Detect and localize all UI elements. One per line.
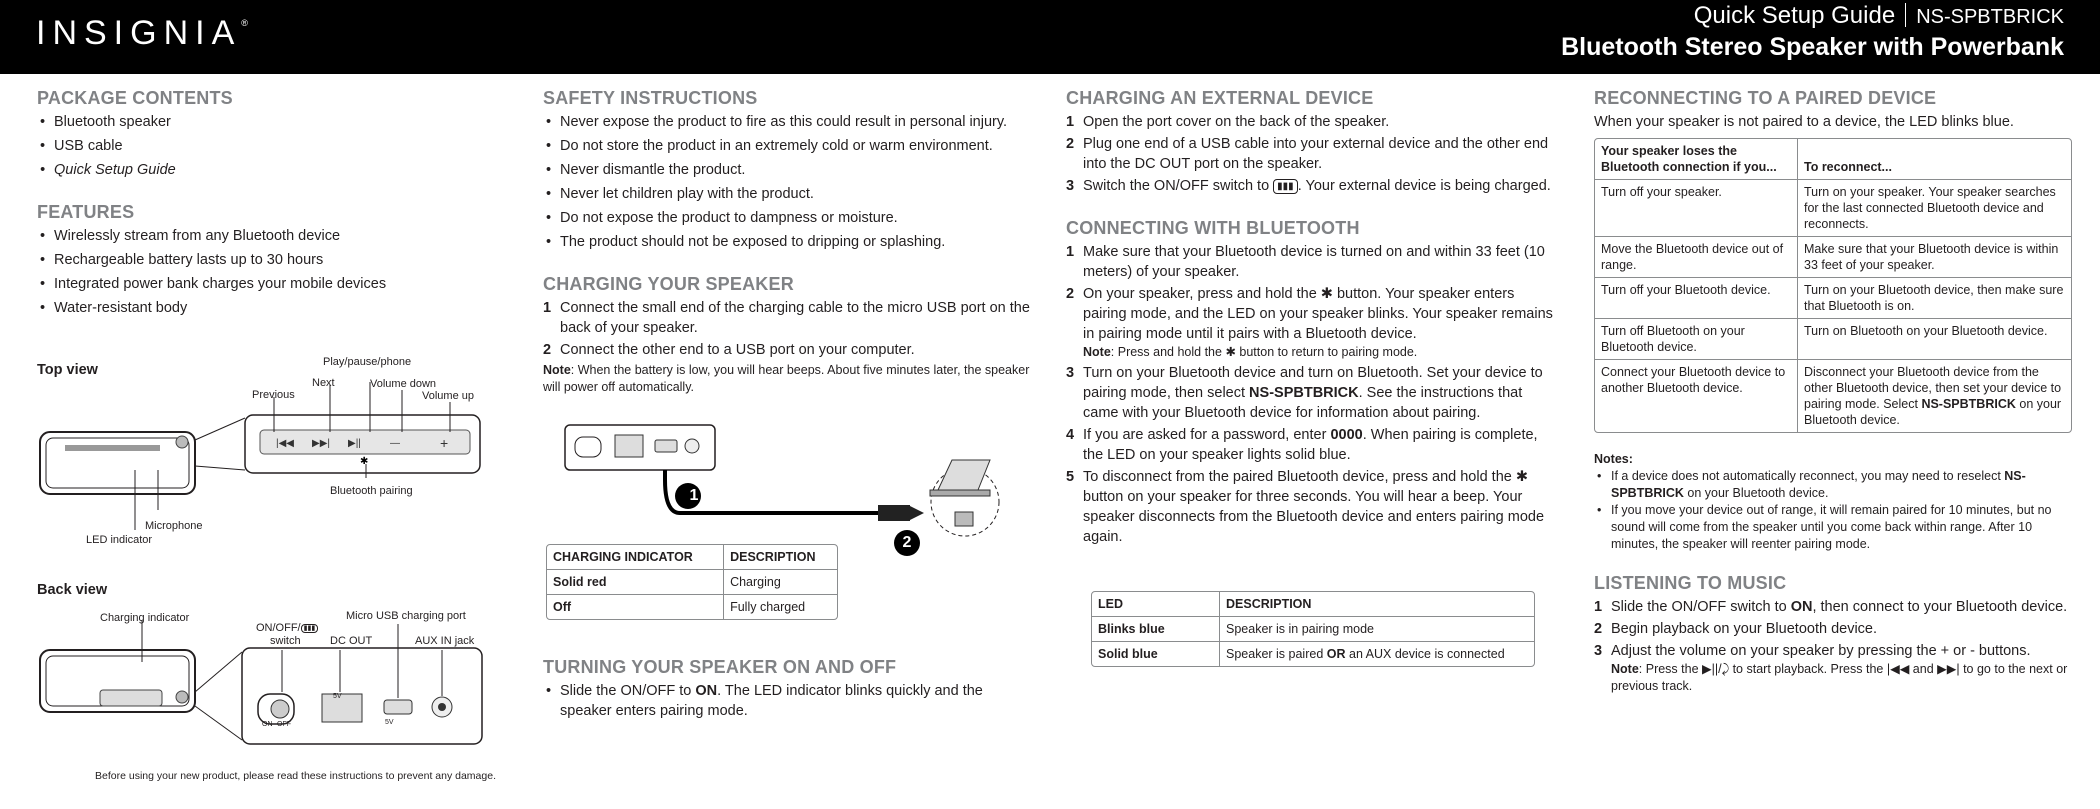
- list-item: • Bluetooth speaker: [37, 112, 482, 132]
- table-row: Turn off your speaker. Turn on your speaker. Your speaker searches for the last connected Bluetooth device and reconnects.: [1595, 180, 2071, 237]
- label-microphone: Microphone: [145, 520, 203, 532]
- list-item: • Never let children play with the product.: [543, 184, 1033, 204]
- svg-text:✱: ✱: [360, 456, 369, 467]
- label-led-indicator: LED indicator: [86, 534, 153, 546]
- svg-text:+: +: [440, 435, 449, 451]
- turning-on-off: [543, 657, 1033, 725]
- svg-text:▶▶|: ▶▶|: [312, 438, 330, 449]
- list-item: 2 On your speaker, press and hold the ✱ button. Your speaker enters pairing mode, and the LED on your speaker blinks. Your speaker remains in pairing mode until it pairs with a Bluetooth device. Note: Press and hold the ✱ button to return to pairing mode.: [1066, 284, 1559, 361]
- turning-heading: TURNING YOUR SPEAKER ON AND OFF: [543, 657, 897, 677]
- charging-heading: CHARGING YOUR SPEAKER: [543, 274, 794, 294]
- table-header: To reconnect...: [1798, 139, 2071, 180]
- back-view-heading: Back view: [37, 582, 108, 598]
- charging-indicator-table: [546, 544, 838, 620]
- table-row: Solid red Charging: [547, 570, 837, 595]
- package-contents: [37, 88, 482, 180]
- charging-diagram: [560, 420, 1030, 560]
- charging-your-speaker: [543, 274, 1033, 396]
- charging-note: Note: When the battery is low, you will hear beeps. About five minutes later, the speaker will power off automatically.: [543, 363, 1030, 394]
- next-icon: ▶▶|: [1937, 662, 1960, 676]
- list-item: • If you move your device out of range, it will remain paired for 10 minutes, but no sound will come from the speaker until you come back within range. After 10 minutes, the speaker will reenter pairing mode.: [1594, 502, 2072, 553]
- battery-icon: ▮▮▮: [301, 624, 319, 633]
- product-title: Bluetooth Stereo Speaker with Powerbank: [1561, 33, 2064, 61]
- list-item: • Do not expose the product to dampness or moisture.: [543, 208, 1033, 228]
- list-item: • Do not store the product in an extremely cold or warm environment.: [543, 136, 1033, 156]
- list-item: • Integrated power bank charges your mobile devices: [37, 274, 482, 294]
- table-row: Blinks blue Speaker is in pairing mode: [1092, 617, 1534, 642]
- label-5v-usb: 5V: [385, 719, 394, 726]
- reconnecting-heading: RECONNECTING TO A PAIRED DEVICE: [1594, 88, 1937, 108]
- safety-instructions: [543, 88, 1033, 252]
- list-item: 3 Switch the ON/OFF switch to ▮▮▮ . Your external device is being charged.: [1066, 178, 1551, 194]
- label-play: Play/pause/phone: [323, 356, 412, 368]
- table-row: Turn off Bluetooth on your Bluetooth device. Turn on Bluetooth on your Bluetooth device.: [1595, 319, 2071, 360]
- listening-heading: LISTENING TO MUSIC: [1594, 573, 1787, 593]
- connecting-note: Note: Press and hold the ✱ button to return to pairing mode.: [1083, 345, 1418, 359]
- callout-1: 1: [689, 487, 699, 504]
- label-next: Next: [312, 377, 335, 389]
- list-item: • Wirelessly stream from any Bluetooth device: [37, 226, 482, 246]
- guide-label: Quick Setup Guide NS-SPBTBRICK: [1693, 2, 2064, 29]
- table-header: DESCRIPTION: [1220, 592, 1534, 617]
- list-item: 3 Turn on your Bluetooth device and turn on Bluetooth. Set your device to pairing mode, then select NS-SPBTBRICK. See the instructions that came with your Bluetooth device for information about pairing.: [1066, 365, 1543, 421]
- table-header: Your speaker loses the Bluetooth connection if you...: [1595, 139, 1798, 180]
- table-row: Solid blue Speaker is paired OR an AUX device is connected: [1092, 642, 1534, 666]
- column-4: [1594, 88, 2072, 697]
- table-row: Off Fully charged: [547, 595, 837, 619]
- label-previous: Previous: [252, 389, 295, 401]
- label-volume-up: Volume up: [422, 390, 474, 402]
- list-item: 1 Slide the ON/OFF switch to ON, then connect to your Bluetooth device.: [1594, 599, 2068, 615]
- battery-icon: ▮▮▮: [1273, 179, 1298, 194]
- table-header: DESCRIPTION: [724, 545, 837, 570]
- label-charging-indicator: Charging indicator: [100, 612, 190, 624]
- svg-text:▶||: ▶||: [348, 438, 361, 449]
- bluetooth-icon: ✱: [1320, 286, 1333, 302]
- led-table: [1091, 591, 1535, 667]
- svg-text:—: —: [390, 438, 400, 449]
- table-header: CHARGING INDICATOR: [547, 545, 724, 570]
- features: [37, 202, 482, 318]
- table-header: LED: [1092, 592, 1220, 617]
- list-item: • If a device does not automatically reconnect, you may need to reselect NS-SPBTBRICK on your Bluetooth device.: [1594, 468, 2072, 502]
- label-bluetooth-pairing: Bluetooth pairing: [330, 485, 413, 497]
- label-volume-down: Volume down: [370, 378, 437, 390]
- table-row: Move the Bluetooth device out of range. Make sure that your Bluetooth device is within 33 feet of your speaker.: [1595, 237, 2071, 278]
- list-item: • The product should not be exposed to dripping or splashing.: [543, 232, 1033, 252]
- label-onoff: ON/OFF/ ▮▮▮: [256, 622, 318, 635]
- reconnecting-intro: When your speaker is not paired to a device, the LED blinks blue.: [1594, 114, 2014, 130]
- charging-external-device: [1066, 88, 1559, 196]
- label-aux-in: AUX IN jack: [415, 635, 475, 647]
- list-item: • USB cable: [37, 136, 482, 156]
- listening-note: Note: Press the ▶||/⤸ to start playback. Press the |◀◀ and ▶▶| to go to the next or previous track.: [1611, 662, 2068, 693]
- list-item: 2 Begin playback on your Bluetooth device.: [1594, 621, 1878, 637]
- list-item: 5 To disconnect from the paired Bluetooth device, press and hold the ✱ button on your speaker for three seconds. You will hear a beep. Your speaker disconnects from the Bluetooth device and enters pairing mode again.: [1066, 469, 1545, 545]
- list-item: • Slide the ON/OFF to ON. The LED indicator blinks quickly and the speaker enters pairing mode.: [543, 681, 1033, 721]
- brand-logo: INSIGNIA®: [36, 14, 248, 52]
- list-item: • Water-resistant body: [37, 298, 482, 318]
- label-5v-dc: 5V: [333, 693, 342, 700]
- reconnect-table: [1594, 138, 2072, 433]
- previous-icon: |◀◀: [1886, 662, 1910, 676]
- list-item: 1 Make sure that your Bluetooth device is turned on and within 33 feet (10 meters) of your speaker.: [1066, 244, 1545, 280]
- bluetooth-icon: ✱: [1225, 345, 1236, 359]
- connecting-bluetooth: [1066, 218, 1559, 547]
- listening-to-music: [1594, 573, 2072, 695]
- list-item: 1 Open the port cover on the back of the speaker.: [1066, 114, 1390, 130]
- svg-text:|◀◀: |◀◀: [276, 438, 294, 449]
- list-item: 1 Connect the small end of the charging cable to the micro USB port on the back of your speaker.: [543, 300, 1030, 336]
- list-item: • Never expose the product to fire as this could result in personal injury.: [543, 112, 1033, 132]
- list-item: • Never dismantle the product.: [543, 160, 1033, 180]
- list-item: • Quick Setup Guide: [37, 160, 482, 180]
- list-item: 2 Connect the other end to a USB port on your computer.: [543, 342, 915, 358]
- play-pause-icon: ▶||/⤸: [1702, 662, 1730, 676]
- label-switch: switch: [270, 635, 301, 647]
- package-heading: PACKAGE CONTENTS: [37, 88, 233, 108]
- footer-note: Before using your new product, please read these instructions to prevent any damage.: [95, 770, 496, 782]
- list-item: 2 Plug one end of a USB cable into your external device and the other end into the DC OUT port on the speaker.: [1066, 136, 1549, 172]
- column-1: [37, 88, 482, 322]
- bluetooth-icon: ✱: [1515, 469, 1529, 485]
- external-heading: CHARGING AN EXTERNAL DEVICE: [1066, 88, 1374, 108]
- label-dc-out: DC OUT: [330, 635, 373, 647]
- label-off: OFF: [277, 721, 291, 728]
- label-on: ON: [262, 721, 273, 728]
- label-usb-port: Micro USB charging port: [346, 610, 466, 622]
- callout-2: 2: [902, 534, 912, 551]
- list-item: 3 Adjust the volume on your speaker by pressing the + or - buttons. Note: Press the ▶||/⤸ to start playback. Press the |◀◀ and ▶▶| to go to the next or previous track.: [1594, 641, 2072, 695]
- table-row: Turn off your Bluetooth device. Turn on your Bluetooth device, then make sure that Bluetooth is on.: [1595, 278, 2071, 319]
- features-heading: FEATURES: [37, 202, 135, 222]
- connecting-heading: CONNECTING WITH BLUETOOTH: [1066, 218, 1360, 238]
- table-row: Connect your Bluetooth device to another Bluetooth device. Disconnect your Bluetooth device from the other Bluetooth device, then set your device to pairing mode. Select NS-SPBTBRICK on your Bluetooth device.: [1595, 360, 2071, 432]
- list-item: 4 If you are asked for a password, enter 0000. When pairing is complete, the LED on your speaker lights solid blue.: [1066, 427, 1538, 463]
- list-item: • Rechargeable battery lasts up to 30 hours: [37, 250, 482, 270]
- column-2: [543, 88, 1033, 396]
- page-header: [0, 0, 2100, 74]
- notes: Notes: • If a device does not automatically reconnect, you may need to reselect NS-SPBTBRICK on your Bluetooth device. • If you move your device out of range, it will remain paired for 10 minutes, but no sound will come from the speaker until you come back within range. After 10 minutes, the speaker will reenter pairing mode.: [1594, 451, 2072, 553]
- column-3: [1066, 88, 1559, 549]
- safety-heading: SAFETY INSTRUCTIONS: [543, 88, 758, 108]
- top-view-heading: Top view: [37, 362, 98, 378]
